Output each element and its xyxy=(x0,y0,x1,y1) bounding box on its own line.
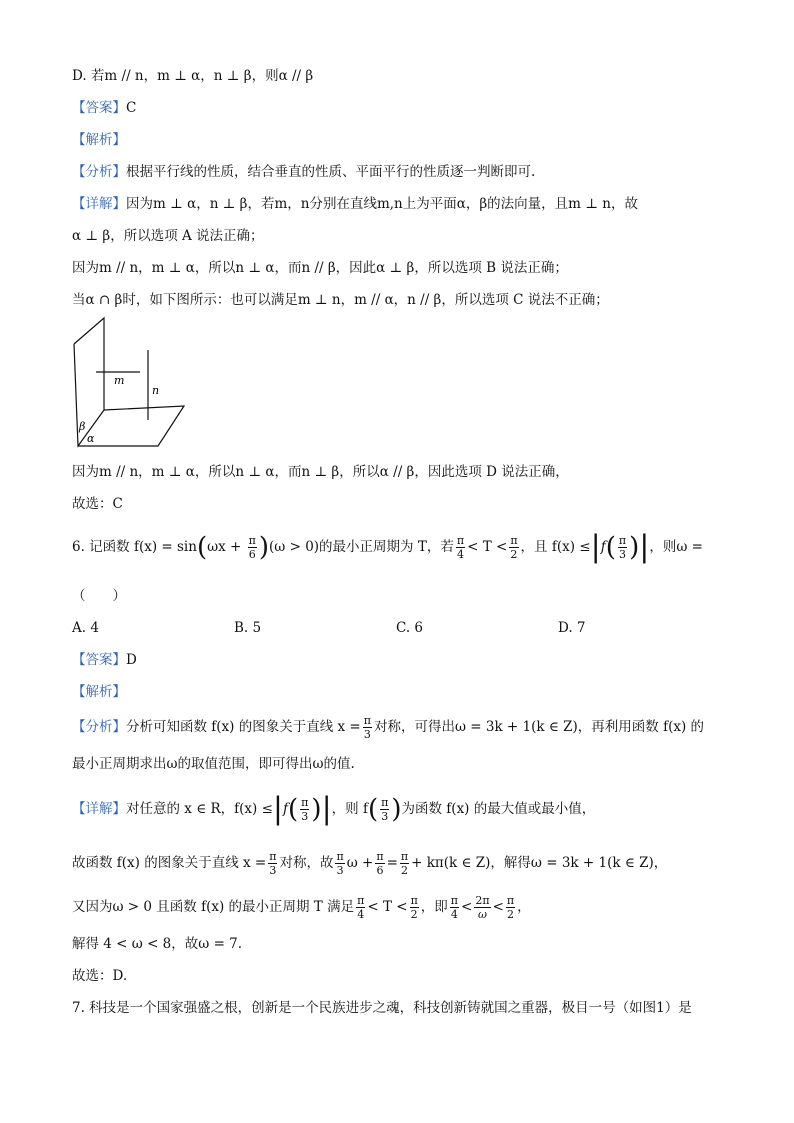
h-text-1: 又因为ω > 0 且函数 f(x) 的最小正周期 T 满足 xyxy=(72,899,355,915)
frac-pi-3 xyxy=(363,714,372,741)
paren-close-2: ) xyxy=(629,532,640,563)
frac-num: 2π xyxy=(475,894,490,907)
frac-num: π xyxy=(363,714,371,727)
q6-text-f: f xyxy=(600,539,606,555)
frac-den: 4 xyxy=(357,908,365,921)
solution-line-b: 因为m // n，m ⊥ α，所以n ⊥ α，而n // β，因此α ⊥ β，所以选项 B 说法正确； xyxy=(72,260,568,276)
frac-num: π xyxy=(618,534,627,547)
frac-pi-3 xyxy=(268,850,277,877)
choose-d: 故选：D. xyxy=(72,968,128,984)
frac-num: π xyxy=(376,850,384,863)
frac-pi-3 xyxy=(300,796,309,823)
xiangjie-5 xyxy=(72,194,638,214)
fenxi-5 xyxy=(72,162,535,182)
answer-5 xyxy=(72,98,136,118)
g-text-2: 对称，故 xyxy=(279,855,334,871)
frac-num: π xyxy=(400,850,409,863)
frac-den: 6 xyxy=(376,864,384,877)
answer-tag: 【答案】 xyxy=(72,100,126,116)
question-7: 7. 科技是一个国家强盛之根，创新是一个民族进步之魂，科技创新铸就国之重器，极目一号（如图1）是 xyxy=(72,1000,692,1016)
h-text-6: ， xyxy=(517,899,531,915)
option-d-line: D. 若m // n，m ⊥ α，n ⊥ β，则α // β xyxy=(72,68,314,84)
frac-pi-3 xyxy=(335,850,344,877)
analysis-heading-6: 【解析】 xyxy=(72,684,126,700)
h-text-5: < xyxy=(492,899,504,915)
abs-open: | xyxy=(590,529,601,565)
frac-pi-6 xyxy=(248,534,257,561)
frac-pi-2 xyxy=(410,894,419,921)
option-d: D. 7 xyxy=(558,620,586,636)
paren-close: ) xyxy=(311,794,322,825)
fenxi-tag: 【分析】 xyxy=(72,164,126,180)
solution-6-line-i: 解得 4 < ω < 8，故ω = 7. xyxy=(72,936,243,952)
xiangjie-6-b: ，则 f xyxy=(331,801,368,817)
h-text-3: ，即 xyxy=(420,899,448,915)
frac-num: π xyxy=(506,894,515,907)
solution-line-a: α ⊥ β，所以选项 A 说法正确； xyxy=(72,228,264,244)
question-6 xyxy=(72,529,703,565)
abs-close: | xyxy=(321,791,332,827)
solution-6-line-g xyxy=(72,850,667,877)
answer-6 xyxy=(72,650,137,670)
xiangjie-6 xyxy=(72,791,596,827)
paren-open: ( xyxy=(196,532,208,563)
option-c: C. 6 xyxy=(396,620,424,636)
frac-pi-3 xyxy=(380,796,389,823)
frac-pi-2 xyxy=(400,850,409,877)
paren-open-2: ( xyxy=(367,794,379,825)
g-text-4: = xyxy=(386,855,398,871)
frac-den: 3 xyxy=(381,810,389,823)
frac-pi-4 xyxy=(450,894,459,921)
q6-text-d: < T < xyxy=(467,539,508,555)
frac-pi-2 xyxy=(506,894,515,921)
fenxi-6-c: 最小正周期求出ω的取值范围，即可得出ω的值. xyxy=(72,756,355,772)
analysis-heading-5: 【解析】 xyxy=(72,132,126,148)
q6-text-b: ωx + xyxy=(207,539,246,555)
label-alpha: α xyxy=(87,432,95,445)
frac-pi-4 xyxy=(356,894,365,921)
frac-pi-2 xyxy=(509,534,518,561)
frac-den: 2 xyxy=(400,864,408,877)
f-symbol: f xyxy=(283,801,289,817)
label-beta: β xyxy=(79,420,86,433)
xiangjie-6-a: 对任意的 x ∈ R，f(x) ≤ xyxy=(126,801,273,817)
option-a: A. 4 xyxy=(72,620,99,636)
paren-close: ) xyxy=(258,532,270,563)
frac-den: 3 xyxy=(363,728,371,741)
fenxi-6-b: 对称，可得出ω = 3k + 1(k ∈ Z)，再利用函数 f(x) 的 xyxy=(373,719,705,735)
q6-text-a: 6. 记函数 f(x) = sin xyxy=(72,539,197,555)
frac-num: π xyxy=(357,894,365,907)
frac-num: π xyxy=(456,534,465,547)
answer-tag: 【答案】 xyxy=(72,652,126,668)
frac-den: 2 xyxy=(510,548,518,561)
solution-line-c: 当α ∩ β时，如下图所示：也可以满足m ⊥ n，m // α，n // β，所以选项 C 说法不正确； xyxy=(72,292,609,308)
frac-num: π xyxy=(510,534,518,547)
option-b: B. 5 xyxy=(234,620,262,636)
choose-c: 故选：C xyxy=(72,496,123,512)
answer-value: D xyxy=(126,652,137,668)
label-n: n xyxy=(152,384,160,397)
h-text-4: < xyxy=(461,899,473,915)
solution-line-d: 因为m // n，m ⊥ α，所以n ⊥ α，而n ⊥ β，所以α // β，因此选项 D 说法正确， xyxy=(72,464,569,480)
frac-pi-4 xyxy=(456,534,465,561)
frac-num: π xyxy=(450,894,459,907)
planes-figure xyxy=(66,314,196,450)
g-text-1: 故函数 f(x) 的图象关于直线 x = xyxy=(72,855,267,871)
frac-den: 3 xyxy=(301,810,309,823)
frac-den: 2 xyxy=(410,908,418,921)
paren-open: ( xyxy=(288,794,299,825)
frac-num: π xyxy=(381,796,389,809)
q6-text-g: ，则ω = xyxy=(649,539,703,555)
frac-den: 2 xyxy=(507,908,514,921)
frac-num: π xyxy=(248,534,256,547)
frac-pi-3 xyxy=(618,534,627,561)
frac-den: 4 xyxy=(450,908,458,921)
answer-value: C xyxy=(126,100,137,116)
q6-text-e: ，且 f(x) ≤ xyxy=(520,539,591,555)
xiangjie-tag: 【详解】 xyxy=(72,196,126,212)
fenxi-6 xyxy=(72,714,704,741)
frac-num: π xyxy=(269,850,277,863)
xiangjie-tag: 【详解】 xyxy=(72,801,126,817)
frac-2pi-omega xyxy=(474,894,490,921)
paren-close-2: ) xyxy=(391,794,402,825)
frac-den: 3 xyxy=(269,864,277,877)
frac-pi-6 xyxy=(375,850,384,877)
question-6-paren: （ ） xyxy=(72,588,126,604)
frac-den: 3 xyxy=(336,864,344,877)
frac-den: 4 xyxy=(456,548,464,561)
label-m: m xyxy=(114,374,125,387)
xiangjie-6-c: 为函数 f(x) 的最大值或最小值， xyxy=(401,801,596,817)
q6-text-c: (ω > 0)的最小正周期为 T，若 xyxy=(269,539,454,555)
fenxi-tag: 【分析】 xyxy=(72,719,126,735)
h-text-2: < T < xyxy=(367,899,408,915)
xiangjie-text: 因为m ⊥ α，n ⊥ β，若m，n分别在直线m,n上为平面α，β的法向量，且m ⊥ n，故 xyxy=(126,196,638,212)
g-text-3: ω + xyxy=(346,855,374,871)
g-text-5: + kπ(k ∈ Z)，解得ω = 3k + 1(k ∈ Z)， xyxy=(411,855,668,871)
frac-num: π xyxy=(336,850,344,863)
fenxi-6-a: 分析可知函数 f(x) 的图象关于直线 x = xyxy=(126,719,361,735)
frac-den: 3 xyxy=(618,548,626,561)
solution-6-line-h xyxy=(72,894,531,921)
frac-den: 6 xyxy=(248,548,256,561)
paren-open-2: ( xyxy=(605,532,616,563)
frac-num: π xyxy=(301,796,309,809)
frac-num: π xyxy=(410,894,418,907)
abs-open: | xyxy=(272,791,284,827)
fenxi-text: 根据平行线的性质，结合垂直的性质、平面平行的性质逐一判断即可. xyxy=(126,164,536,180)
frac-den: ω xyxy=(477,908,487,921)
abs-close: | xyxy=(639,529,650,565)
